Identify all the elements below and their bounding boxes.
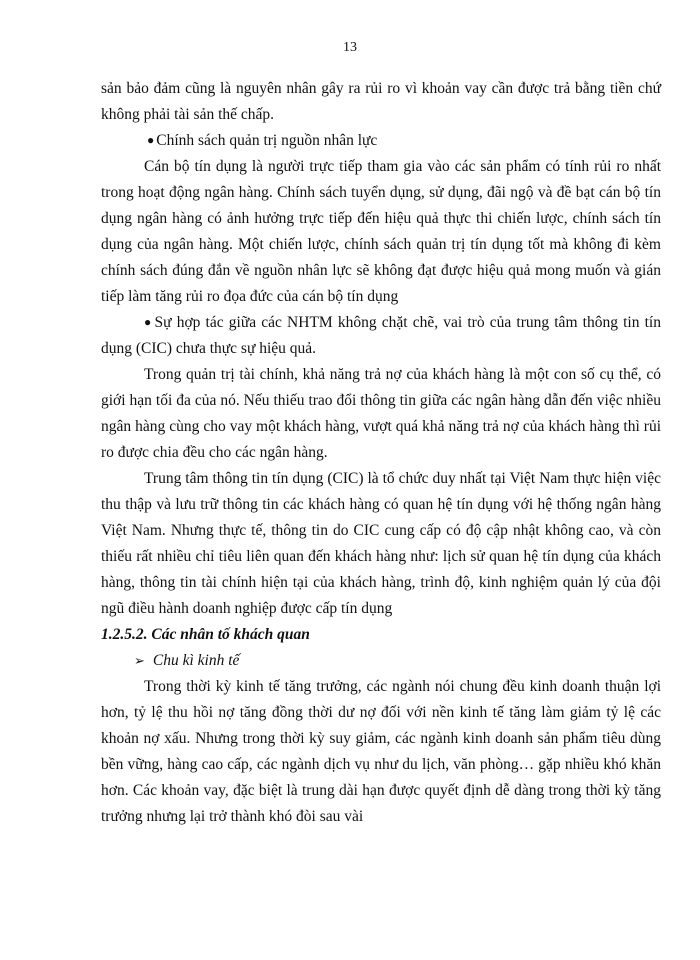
document-body <box>101 76 661 830</box>
bullet-icon: ● <box>144 315 153 329</box>
bullet-icon: ● <box>147 133 155 147</box>
paragraph-credit-officers: Cán bộ tín dụng là người trực tiếp tham gia vào các sản phẩm có tính rủi ro nhất trong hoạt động ngân hàng. Chính sách tuyển dụng, sử dụng, đãi ngộ và đề bạt cán bộ tín dụng ngân hàng có ảnh hưởng trực tiếp đến hiệu quả thực thi chiến lược, chính sách tín dụng của ngân hàng. Một chiến lược, chính sách quản trị tín dụng tốt mà không đi kèm chính sách đúng đắn về nguồn nhân lực sẽ không đạt được hiệu quả mong muốn và gián tiếp làm tăng rủi ro đọa đức của cán bộ tín dụng <box>101 158 661 305</box>
bullet-item-hr-policy <box>101 128 661 154</box>
section-heading: 1.2.5.2. Các nhân tố khách quan <box>101 626 310 643</box>
bullet-text: Sự hợp tác giữa các NHTM không chặt chẽ, vai trò của trung tâm thông tin tín dụng (CIC) chưa thực sự hiệu quả. <box>101 314 661 357</box>
paragraph-cic: Trung tâm thông tin tín dụng (CIC) là tổ chức duy nhất tại Việt Nam thực hiện việc thu thập và lưu trữ thông tin các khách hàng có quan hệ tín dụng với hệ thống ngân hàng Việt Nam. Nhưng thực tế, thông tin do CIC cung cấp có độ cập nhật không cao, và còn thiếu rất nhiều chỉ tiêu liên quan đến khách hàng như: lịch sử quan hệ tín dụng của khách hàng, thông tin tài chính hiện tại của khách hàng, trình độ, kinh nghiệm quản lý của đội ngũ điều hành doanh nghiệp được cấp tín dụng <box>101 470 661 617</box>
bullet-text: Chính sách quản trị nguồn nhân lực <box>156 132 378 149</box>
paragraph-continuation: sản bảo đảm cũng là nguyên nhân gây ra rủi ro vì khoản vay cần được trả bằng tiền chứ không phải tài sản thế chấp. <box>101 80 661 123</box>
paragraph-economic-growth: Trong thời kỳ kinh tế tăng trưởng, các ngành nói chung đều kinh doanh thuận lợi hơn, tỷ lệ thu hồi nợ tăng đồng thời dư nợ đối với nền kinh tế tăng làm giảm tỷ lệ các khoản nợ xấu. Nhưng trong thời kỳ suy giảm, các ngành kinh doanh sản phẩm tiêu dùng bền vững, hàng cao cấp, các ngành dịch vụ như du lịch, văn phòng… gặp nhiều khó khăn hơn. Các khoản vay, đặc biệt là trung dài hạn được quyết định dễ dàng trong thời kỳ tăng trưởng nhưng lại trở thành khó đòi sau vài <box>101 678 661 825</box>
page-number: 13 <box>343 40 357 55</box>
subheading-economic-cycle <box>101 648 661 674</box>
subheading-text: Chu kì kinh tế <box>152 652 240 669</box>
paragraph-financial-management: Trong quản trị tài chính, khả năng trả nợ của khách hàng là một con số cụ thể, có giới hạn tối đa của nó. Nếu thiếu trao đổi thông tin giữa các ngân hàng dẫn đến việc nhiều ngân hàng cùng cho vay một khách hàng, vượt quá khả năng trả nợ của khách hàng thì rủi ro được chia đều cho các ngân hàng. <box>101 366 661 461</box>
arrow-bullet-icon: ➢ <box>134 653 145 668</box>
bullet-item-cooperation <box>101 310 661 362</box>
